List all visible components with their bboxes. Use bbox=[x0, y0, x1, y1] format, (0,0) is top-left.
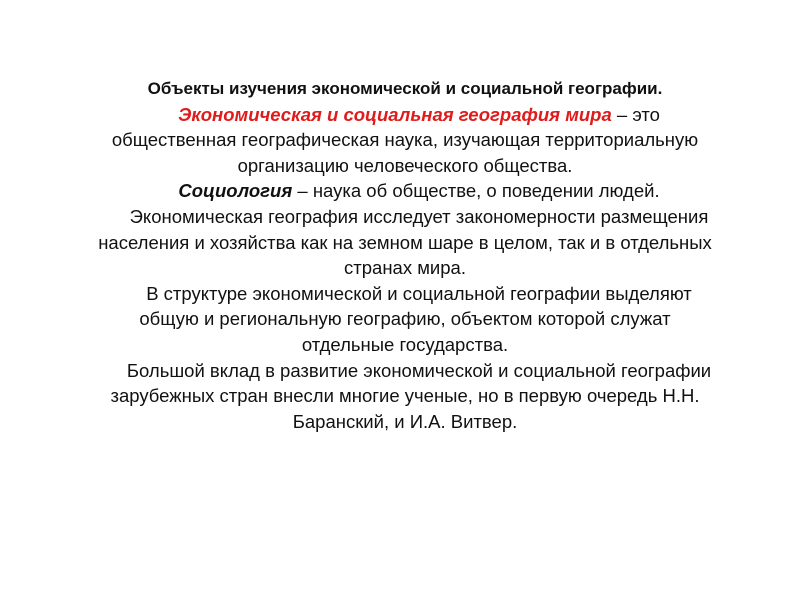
term-geography: Экономическая и социальная география мира bbox=[178, 103, 612, 125]
text-block bbox=[95, 76, 715, 434]
paragraph-definition-sociology bbox=[95, 178, 715, 204]
paragraph-definition-geography bbox=[95, 102, 715, 179]
paragraph-economic-geography: Экономическая география исследует закономерности размещения населения и хозяйства как на земном шаре в целом, так и в отдельных странах мира. bbox=[98, 205, 712, 279]
slide-title: Объекты изучения экономической и социальной географии. bbox=[147, 79, 663, 98]
definition-geography: – это общественная географическая наука, изучающая территориальную организацию человеческого общества. bbox=[111, 103, 699, 176]
term-sociology: Социология bbox=[178, 180, 293, 202]
paragraph-scientists: Большой вклад в развитие экономической и социальной географии зарубежных стран внесли многие ученые, но в первую очередь Н.Н. Баранский, и И.А. Витвер. bbox=[110, 359, 712, 432]
definition-sociology: – наука об обществе, о поведении людей. bbox=[292, 180, 660, 202]
paragraph-structure: В структуре экономической и социальной географии выделяют общую и региональную географию, объектом которой служат отдельные государства. bbox=[139, 282, 692, 355]
